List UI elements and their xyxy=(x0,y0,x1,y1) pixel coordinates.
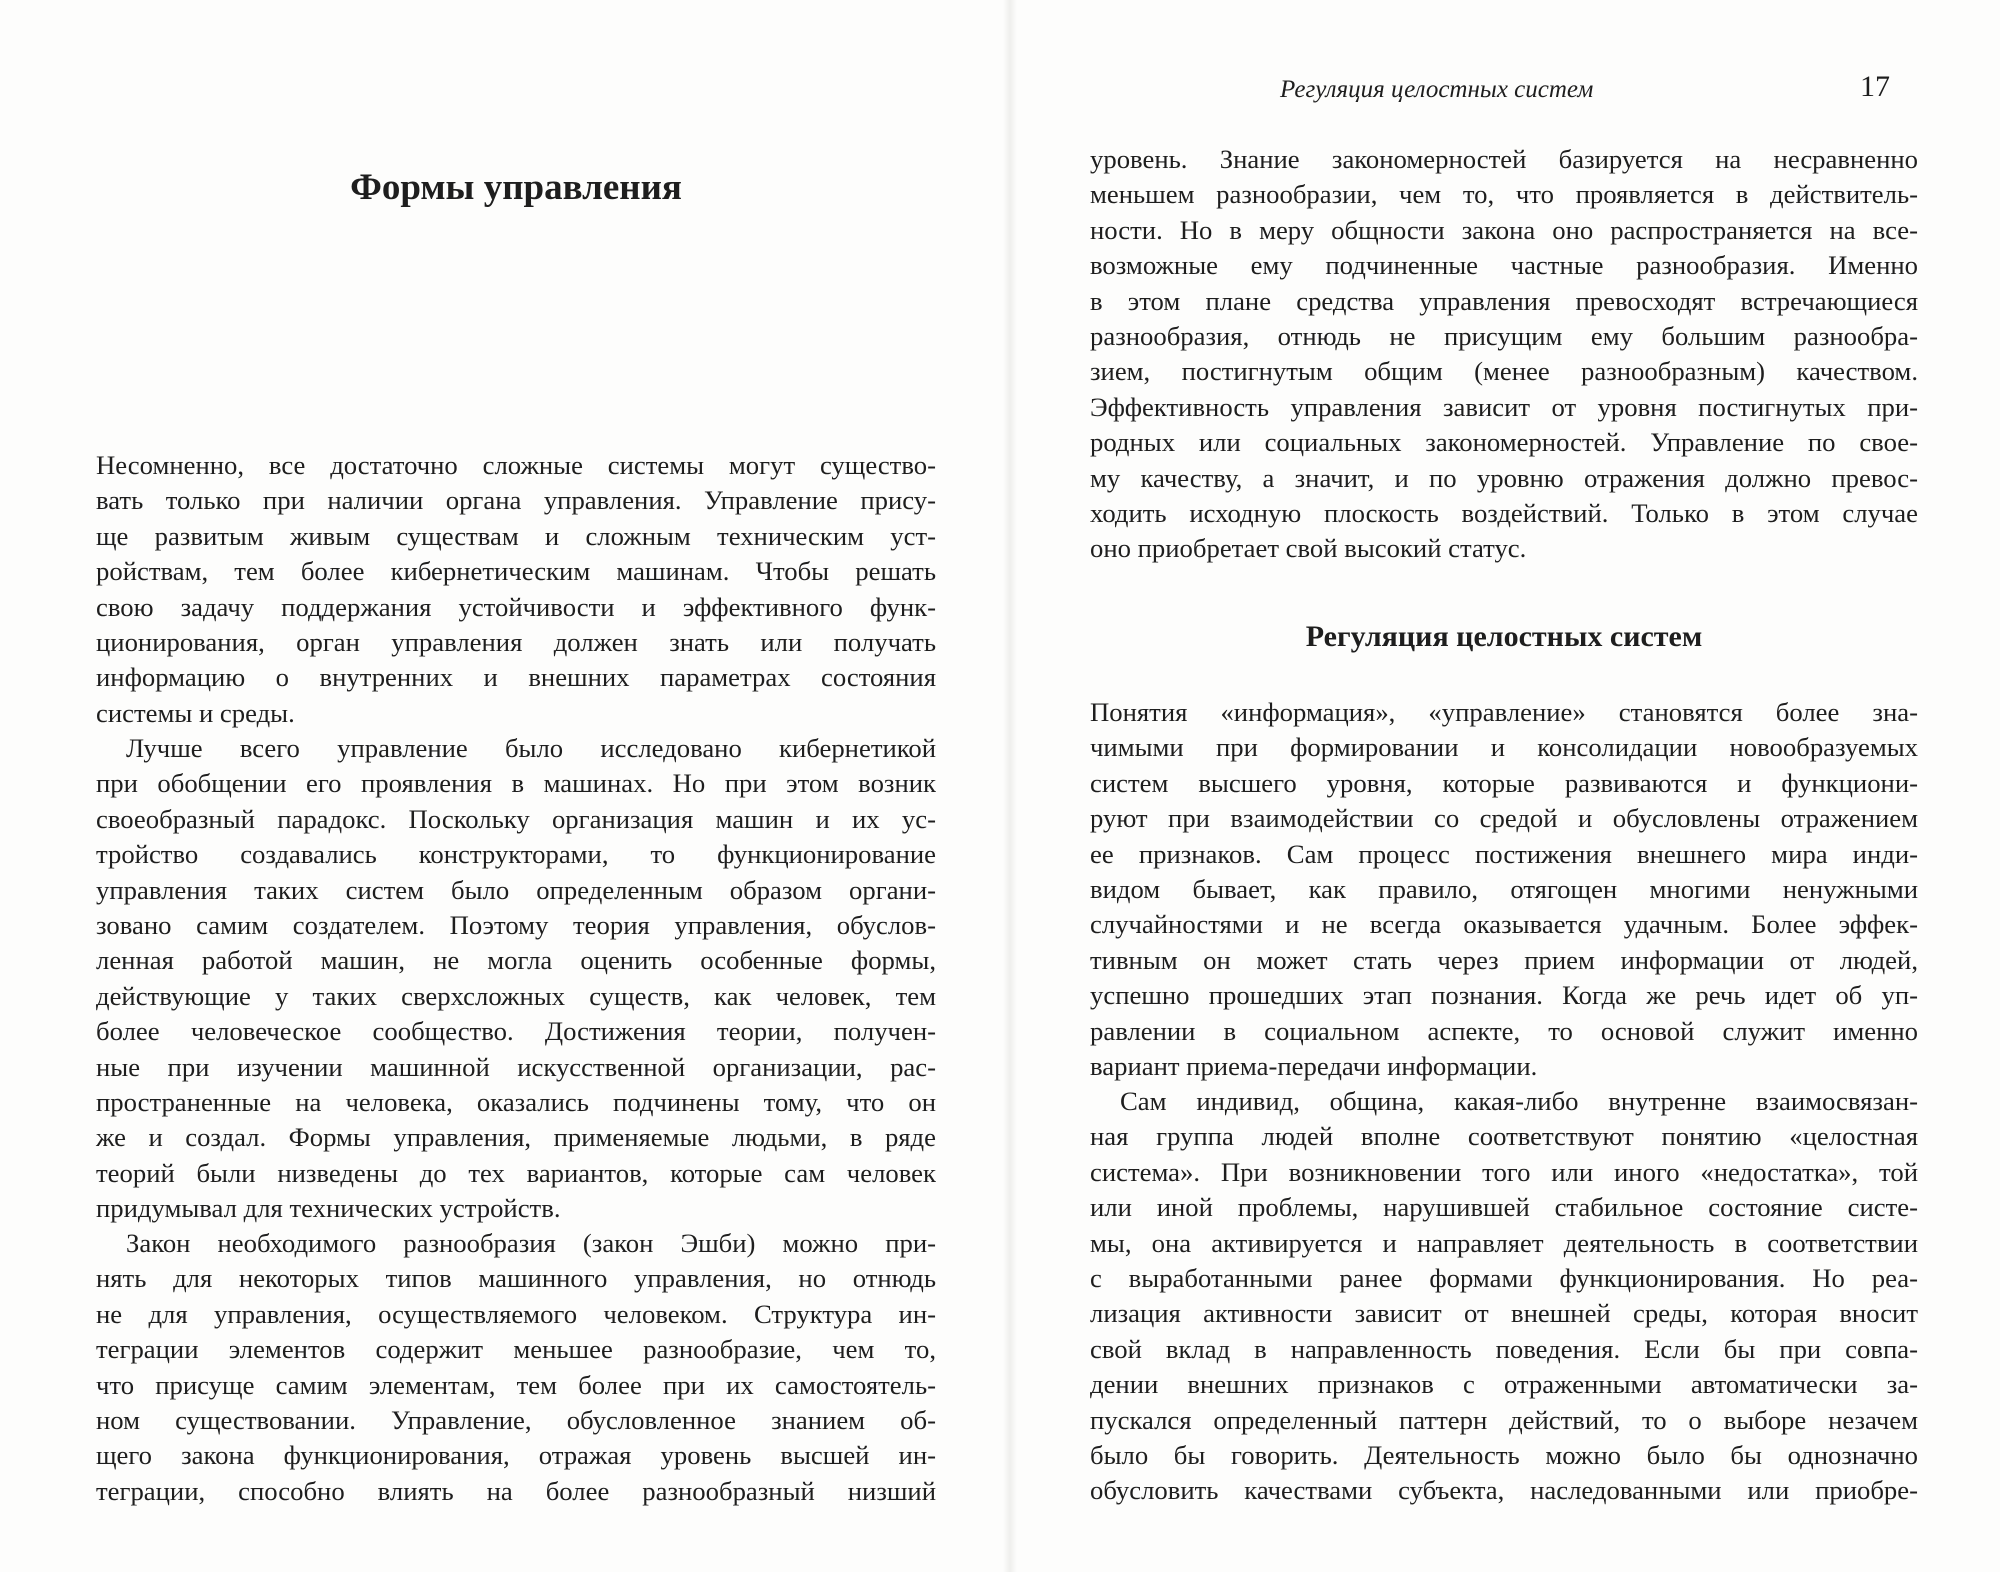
text-line: придумывал для технических устройств. xyxy=(96,1193,561,1224)
text-line: разнообразия, отнюдь не присущим ему большим разнообра- xyxy=(1090,321,1918,352)
text-line: свой вклад в направленность поведения. Если бы при совпа- xyxy=(1090,1333,1918,1364)
text-line: пространенные на человека, оказались подчинены тому, что он xyxy=(96,1087,936,1118)
text-line: успешно прошедших этап познания. Когда же речь идет об уп- xyxy=(1090,980,1918,1011)
text-line: Понятия «информация», «управление» становятся более зна- xyxy=(1090,697,1918,727)
text-line: уровень. Знание закономерностей базируется на несравненно xyxy=(1090,144,1918,174)
text-line: чимыми при формировании и консолидации новообразуемых xyxy=(1090,732,1918,763)
text-line: системы и среды. xyxy=(96,697,295,728)
text-line: ленная работой машин, не могла оценить особенные формы, xyxy=(96,945,936,976)
text-line: ходить исходную плоскость воздействий. Только в этом случае xyxy=(1090,498,1918,529)
text-line: было бы говорить. Деятельность можно было бы однозначно xyxy=(1090,1440,1918,1471)
text-line: действующие у таких сверхсложных существ, как человек, тем xyxy=(96,980,936,1011)
text-line: не для управления, осуществляемого человеком. Структура ин- xyxy=(96,1298,936,1329)
text-line: видом бывает, как правило, отягощен многими ненужными xyxy=(1090,874,1918,905)
text-line: дении внешних признаков с отраженными автоматически за- xyxy=(1090,1369,1918,1400)
text-line: теорий были низведены до тех вариантов, которые сам человек xyxy=(96,1157,936,1188)
text-line: ные при изучении машинной искусственной организации, рас- xyxy=(96,1051,936,1082)
paragraph xyxy=(1090,1084,1918,1509)
running-title: Регуляция целостных систем xyxy=(1280,76,1594,103)
paragraph xyxy=(1090,695,1918,1084)
chapter-title: Формы управления xyxy=(350,167,682,208)
paragraph xyxy=(1090,142,1918,567)
text-line: или иной проблемы, нарушившей стабильное состояние систе- xyxy=(1090,1192,1918,1223)
text-line: управления таких систем было определенным образом органи- xyxy=(96,874,936,905)
text-line: му качеству, а значит, и по уровню отражения должно превос- xyxy=(1090,462,1918,493)
text-line: ще развитым живым существам и сложным техническим уст- xyxy=(96,520,936,551)
paragraph xyxy=(96,731,936,1227)
text-line: лизация активности зависит от внешней среды, которая вносит xyxy=(1090,1298,1918,1329)
text-line: теграции элементов содержит меньшее разнообразие, чем то, xyxy=(96,1334,936,1365)
text-line: Эффективность управления зависит от уровня постигнутых при- xyxy=(1090,391,1918,422)
text-line: меньшем разнообразии, чем то, что проявляется в действитель- xyxy=(1090,179,1918,210)
text-line: Сам индивид, община, какая-либо внутренне взаимосвязан- xyxy=(1120,1086,1918,1116)
text-line: же и создал. Формы управления, применяемые людьми, в ряде xyxy=(96,1122,936,1153)
text-line: оно приобретает свой высокий статус. xyxy=(1090,533,1527,564)
text-line: вать только при наличии органа управления. Управление прису- xyxy=(96,485,936,516)
text-line: пускался определенный паттерн действий, то о выборе незачем xyxy=(1090,1404,1918,1435)
text-line: система». При возникновении того или иного «недостатка», той xyxy=(1090,1156,1918,1187)
text-line: тройство создавались конструкторами, то функционирование xyxy=(96,839,936,870)
paragraph xyxy=(96,448,936,731)
text-line: ее признаков. Сам процесс постижения внешнего мира инди- xyxy=(1090,838,1918,869)
text-line: ройствам, тем более кибернетическим машинам. Чтобы решать xyxy=(96,556,936,587)
text-line: систем высшего уровня, которые развиваются и функциони- xyxy=(1090,767,1918,798)
text-line: нять для некоторых типов машинного управления, но отнюдь xyxy=(96,1263,936,1294)
text-line: более человеческое сообщество. Достижения теории, получен- xyxy=(96,1016,936,1047)
text-line: теграции, способно влиять на более разнообразный низший xyxy=(96,1475,936,1506)
text-line: случайностями и не всегда оказывается удачным. Более эффек- xyxy=(1090,909,1918,940)
text-line: информацию о внутренних и внешних параметрах состояния xyxy=(96,662,936,693)
page-number: 17 xyxy=(1860,70,1890,103)
text-line: Несомненно, все достаточно сложные системы могут существо- xyxy=(96,450,936,480)
text-line: равлении в социальном аспекте, то основой служит именно xyxy=(1090,1015,1918,1046)
text-line: ности. Но в меру общности закона оно распространяется на все- xyxy=(1090,214,1918,245)
text-line: ционирования, орган управления должен знать или получать xyxy=(96,627,936,658)
text-line: тивным он может стать через прием информации от людей, xyxy=(1090,944,1918,975)
text-line: родных или социальных закономерностей. Управление по свое- xyxy=(1090,427,1918,458)
section-title: Регуляция целостных систем xyxy=(1305,620,1703,653)
text-line: при обобщении его проявления в машинах. Но при этом возник xyxy=(96,768,936,799)
text-line: зием, постигнутым общим (менее разнообразным) качеством. xyxy=(1090,356,1918,387)
text-line: вариант приема-передачи информации. xyxy=(1090,1051,1538,1082)
paragraph xyxy=(96,1226,936,1509)
text-line: щего закона функционирования, отражая уровень высшей ин- xyxy=(96,1440,936,1471)
text-line: с выработанными ранее формами функционирования. Но реа- xyxy=(1090,1263,1918,1294)
text-line: своеобразный парадокс. Поскольку организация машин и их ус- xyxy=(96,803,936,834)
text-line: обусловить качествами субъекта, наследованными или приобре- xyxy=(1090,1475,1918,1506)
text-line: зовано самим создателем. Поэтому теория управления, обуслов- xyxy=(96,910,936,941)
text-line: что присуще самим элементам, тем более при их самостоятель- xyxy=(96,1369,936,1400)
text-line: руют при взаимодействии со средой и обусловлены отражением xyxy=(1090,803,1918,834)
text-line: мы, она активируется и направляет деятельность в соответствии xyxy=(1090,1227,1918,1258)
text-line: свою задачу поддержания устойчивости и эффективного функ- xyxy=(96,591,936,622)
text-line: возможные ему подчиненные частные разнообразия. Именно xyxy=(1090,250,1918,281)
text-line: ная группа людей вполне соответствуют понятию «целостная xyxy=(1090,1121,1918,1152)
text-line: ном существовании. Управление, обусловленное знанием об- xyxy=(96,1405,936,1436)
text-line: Закон необходимого разнообразия (закон Эшби) можно при- xyxy=(126,1228,936,1258)
running-head xyxy=(1280,70,1890,116)
right-page xyxy=(1010,0,2000,1572)
text-line: Лучше всего управление было исследовано кибернетикой xyxy=(126,733,936,763)
text-line: в этом плане средства управления превосходят встречающиеся xyxy=(1090,285,1918,316)
